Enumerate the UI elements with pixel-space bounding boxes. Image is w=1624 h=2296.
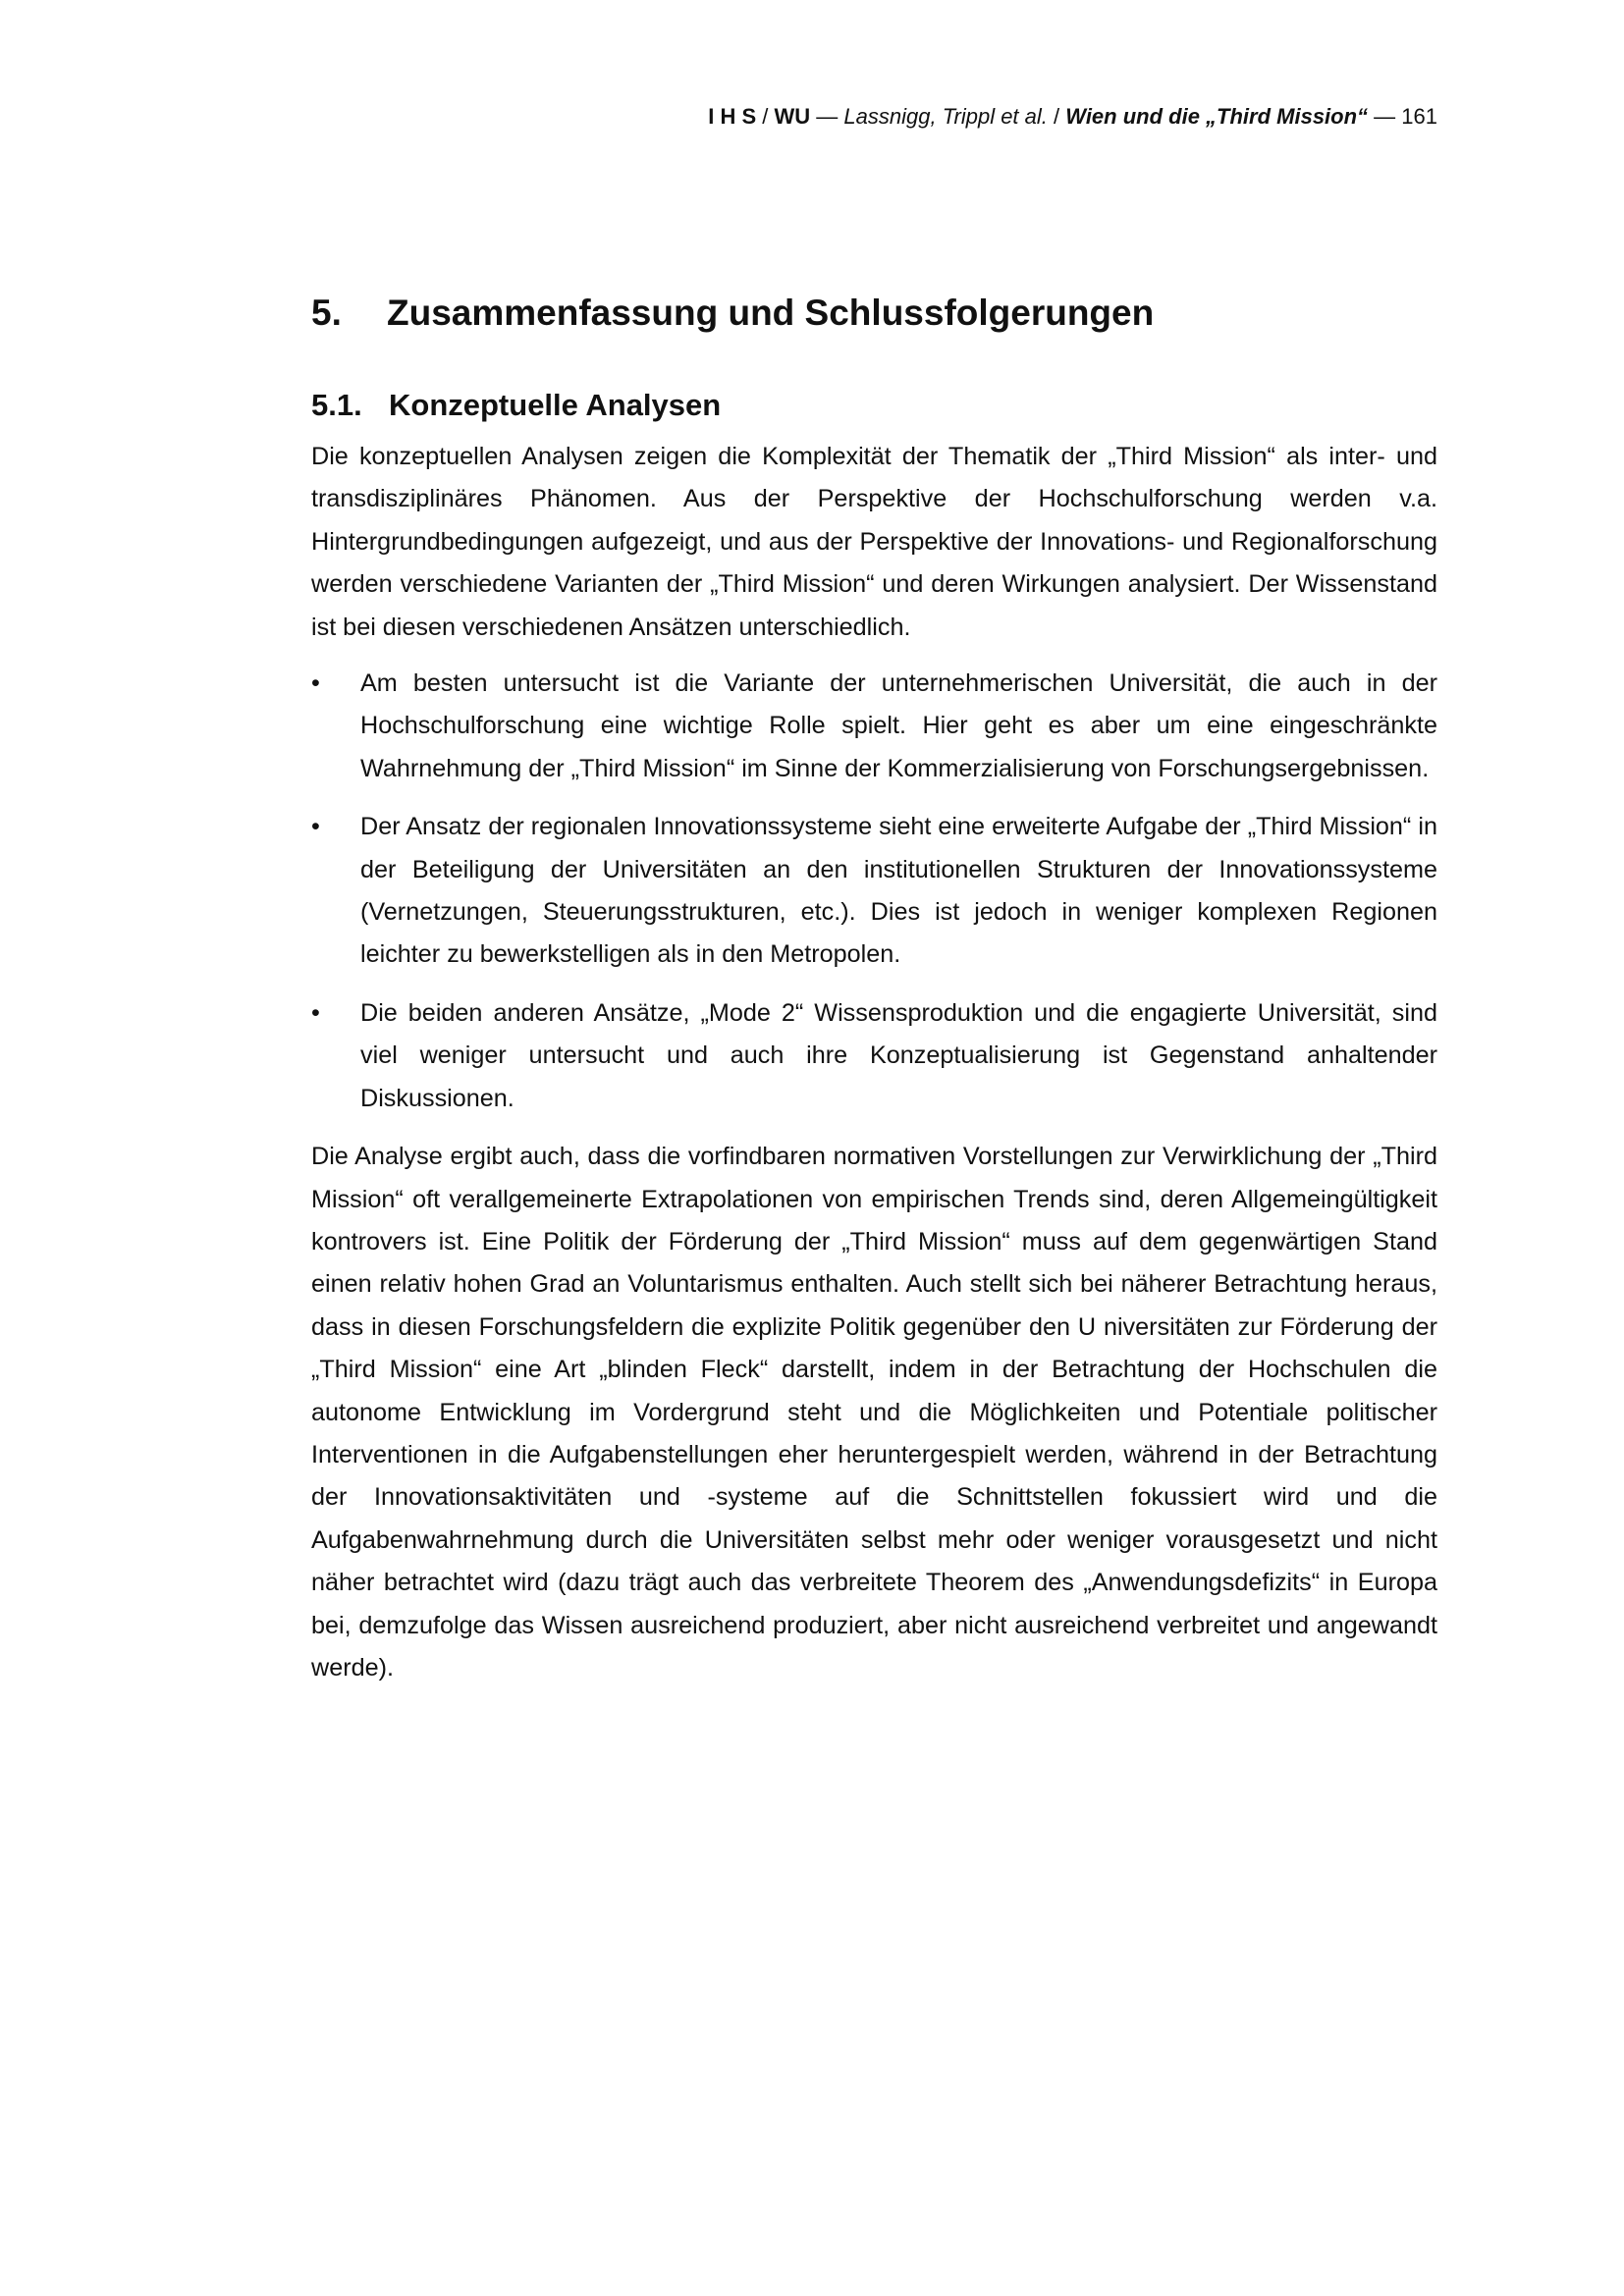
chapter-heading <box>311 289 1154 338</box>
bullet-icon: • <box>311 813 320 841</box>
section-heading <box>311 385 721 426</box>
list-item <box>311 806 1437 977</box>
header-org-2: WU <box>774 104 811 129</box>
page-number: 161 <box>1401 104 1437 129</box>
list-item <box>311 992 1437 1120</box>
header-dash-2: — <box>1368 104 1402 129</box>
bullet-icon: • <box>311 998 320 1027</box>
chapter-title: Zusammenfassung und Schlussfolgerungen <box>387 293 1155 333</box>
section-number: 5.1. <box>311 388 362 422</box>
closing-paragraph: Die Analyse ergibt auch, dass die vorfindbaren normativen Vorstellungen zur Verwirklichung der „Third Mission“ oft verallgemeinerte Extrapolationen von empirischen Trends sind, deren Allgemeingültigkeit kontrovers ist. Eine Politik der Förderung der „Third Mission“ muss auf dem gegenwärtigen Stand einen relativ hohen Grad an Voluntarismus enthalten. Auch stellt sich bei näherer Betrachtung heraus, dass in diesen Forschungsfeldern die explizite Politik gegenüber den U niversitäten zur Förderung der „Third Mission“ eine Art „blinden Fleck“ darstellt, indem in der Betrachtung der Hochschulen die autonome Entwicklung im Vordergrund steht und die Möglichkeiten und Potentiale politischer Interventionen in die Aufgabenstellungen eher heruntergespielt werden, während in der Betrachtung der Innovationsaktivitäten und -systeme auf die Schnittstellen fokussiert wird und die Aufgabenwahrnehmung durch die Universitäten selbst mehr oder weniger vorausgesetzt und nicht näher betrachtet wird (dazu trägt auch das verbreitete Theorem des „Anwendungsdefizits“ in Europa bei, demzufolge das Wissen ausreichend produziert, aber nicht ausreichend verbreitet und angewandt werde). <box>311 1143 1437 1682</box>
header-separator: / <box>756 104 775 129</box>
header-org: I H S <box>708 104 757 129</box>
list-item-text: Der Ansatz der regionalen Innovationssysteme sieht eine erweiterte Aufgabe der „Third Mission“ in der Beteiligung der Universitäten an den institutionellen Strukturen der Innovationssysteme (Vernetzungen, Steuerungsstrukturen, etc.). Dies ist jedoch in weniger komplexen Regionen leichter zu bewerkstelligen als in den Metropolen. <box>360 813 1437 969</box>
running-header <box>708 102 1437 132</box>
list-item-text: Die beiden anderen Ansätze, „Mode 2“ Wissensproduktion und die engagierte Universität, sind viel weniger untersucht und auch ihre Konzeptualisierung ist Gegenstand anhaltender Diskussionen. <box>360 998 1437 1112</box>
section-body <box>311 436 1437 1689</box>
chapter-number: 5. <box>311 293 342 333</box>
bullet-icon: • <box>311 669 320 698</box>
intro-paragraph: Die konzeptuellen Analysen zeigen die Komplexität der Thematik der „Third Mission“ als inter- und transdisziplinäres Phänomen. Aus der Perspektive der Hochschulforschung werden v.a. Hintergrundbedingungen aufgezeigt, und aus der Perspektive der Innovations- und Regionalforschung werden verschiedene Varianten der „Third Mission“ und deren Wirkungen analysiert. Der Wissenstand ist bei diesen verschiedenen Ansätzen unterschiedlich. <box>311 443 1437 641</box>
header-authors: Lassnigg, Trippl et al. <box>843 104 1048 129</box>
list-item-text: Am besten untersucht ist die Variante der unternehmerischen Universität, die auch in der Hochschulforschung eine wichtige Rolle spielt. Hier geht es aber um eine eingeschränkte Wahrnehmung der „Third Mission“ im Sinne der Kommerzialisierung von Forschungsergebnissen. <box>360 669 1437 782</box>
header-title: Wien und die „Third Mission“ <box>1065 104 1369 129</box>
header-dash: — <box>810 104 844 129</box>
bullet-list <box>311 663 1437 1120</box>
header-separator-2: / <box>1047 104 1066 129</box>
section-title: Konzeptuelle Analysen <box>389 388 722 422</box>
list-item <box>311 663 1437 790</box>
